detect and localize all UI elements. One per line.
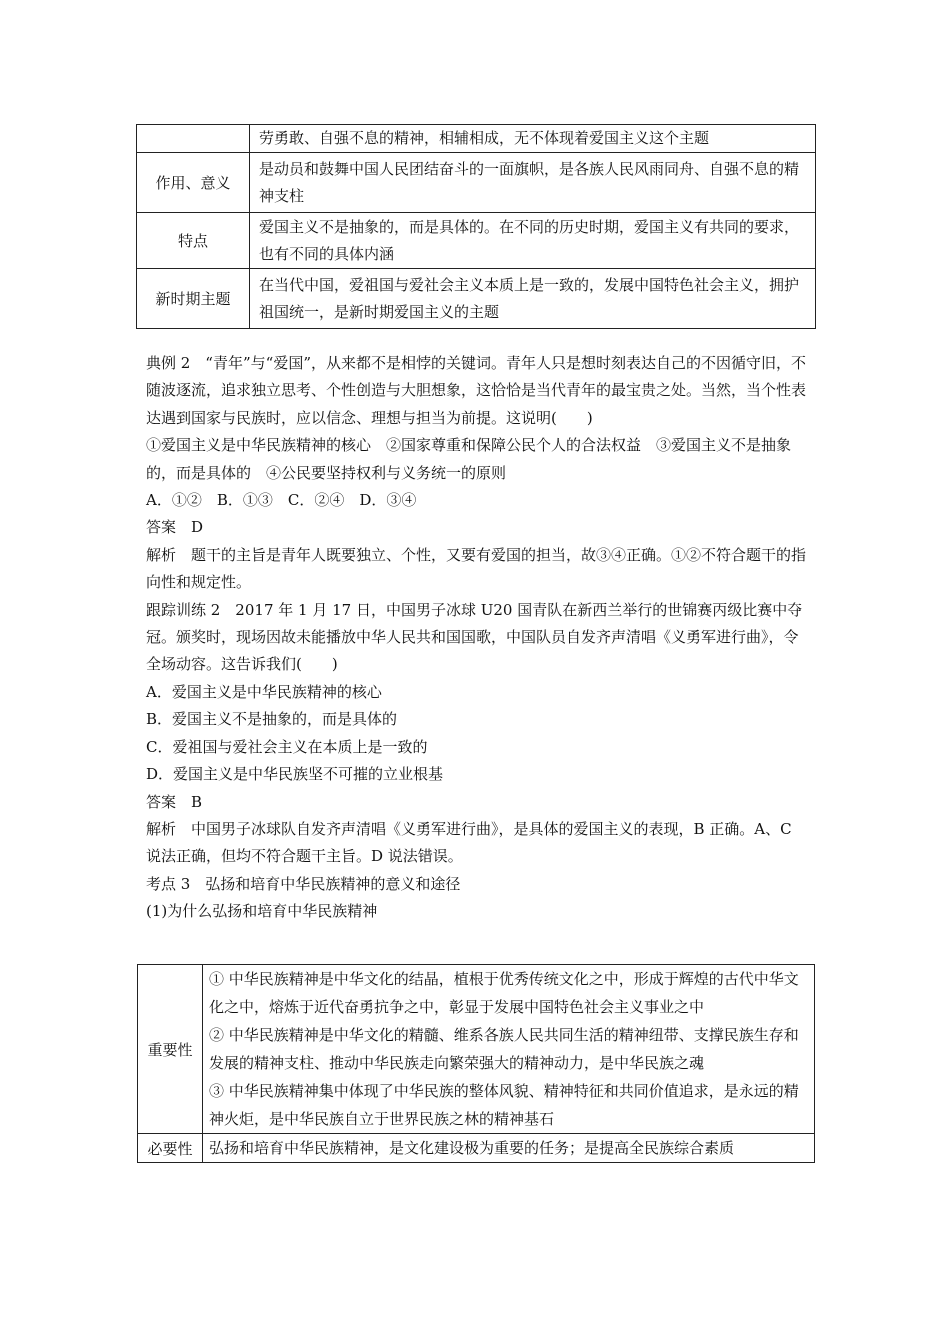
table-value-cell: 在当代中国，爱祖国与爱社会主义本质上是一致的，发展中国特色社会主义，拥护祖国统一，是新时期爱国主义的主题: [250, 269, 816, 329]
patriotism-table: [136, 124, 816, 329]
practice-analysis: 解析 中国男子冰球队自发齐声清唱《义勇军进行曲》，是具体的爱国主义的表现，B 正确。A、C 说法正确，但均不符合题干主旨。D 说法错误。: [146, 819, 792, 866]
practice-stem: 跟踪训练 2 2017 年 1 月 17 日，中国男子冰球 U20 国青队在新西兰举行的世锦赛丙级比赛中夺冠。颁奖时，现场因故未能播放中华人民共和国国歌，中国队员自发齐声清唱《义勇军进行曲》，令全场动容。这告诉我们( ): [146, 600, 803, 674]
table-key-cell: 必要性: [138, 1134, 203, 1163]
table-value-cell: [203, 965, 815, 1134]
table-row: [137, 153, 816, 213]
importance-item: ② 中华民族精神是中华文化的精髓、维系各族人民共同生活的精神纽带、支撑民族生存和发展的精神支柱、推动中华民族走向繁荣强大的精神动力，是中华民族之魂: [209, 1026, 799, 1072]
table-row: [137, 125, 816, 153]
table-value-cell: 是动员和鼓舞中国人民团结奋斗的一面旗帜，是各族人民风雨同舟、自强不息的精神支柱: [250, 153, 816, 213]
importance-item: ③ 中华民族精神集中体现了中华民族的整体风貌、精神特征和共同价值追求，是永远的精神火炬，是中华民族自立于世界民族之林的精神基石: [209, 1082, 799, 1128]
table-row: [138, 1134, 815, 1163]
table-key-cell: 新时期主题: [137, 269, 250, 329]
example-analysis: 解析 题干的主旨是青年人既要独立、个性，又要有爱国的担当，故③④正确。①②不符合题干的指向性和规定性。: [146, 545, 807, 592]
practice-choice-b: B．爱国主义不是抽象的，而是具体的: [146, 710, 398, 729]
table-key-cell: [137, 125, 250, 153]
section-subtitle: (1)为什么弘扬和培育中华民族精神: [146, 902, 378, 921]
example-answer: 答案 D: [146, 518, 204, 537]
importance-item: ① 中华民族精神是中华文化的结晶，植根于优秀传统文化之中，形成于辉煌的古代中华文化之中，熔炼于近代奋勇抗争之中，彰显于发展中国特色社会主义事业之中: [209, 970, 799, 1016]
practice-answer: 答案 B: [146, 792, 203, 811]
table-value-cell: 劳勇敢、自强不息的精神，相辅相成，无不体现着爱国主义这个主题: [250, 125, 816, 153]
national-spirit-table: [137, 964, 815, 1163]
example-choices: A．①② B．①③ C．②④ D．③④: [146, 491, 417, 510]
practice-choice-c: C．爱祖国与爱社会主义在本质上是一致的: [146, 737, 428, 756]
table-row: [137, 213, 816, 269]
table-key-cell: 特点: [137, 213, 250, 269]
example-options: ①爱国主义是中华民族精神的核心 ②国家尊重和保障公民个人的合法权益 ③爱国主义不是抽象的，而是具体的 ④公民要坚持权利与义务统一的原则: [146, 436, 792, 482]
table-row: [137, 269, 816, 329]
example-stem: 典例 2 “青年”与“爱国”，从来都不是相悖的关键词。青年人只是想时刻表达自己的不因循守旧，不随波逐流，追求独立思考、个性创造与大胆想象，这恰恰是当代青年的最宝贵之处。当然，当个性表达遇到国家与民族时，应以信念、理想与担当为前提。这说明( ): [146, 354, 807, 427]
table-key-cell: 作用、意义: [137, 153, 250, 213]
table-key-cell: 重要性: [138, 965, 203, 1134]
table-value-cell: 爱国主义不是抽象的，而是具体的。在不同的历史时期，爱国主义有共同的要求，也有不同的具体内涵: [250, 213, 816, 269]
practice-choice-d: D．爱国主义是中华民族坚不可摧的立业根基: [146, 765, 444, 784]
table-value-cell: 弘扬和培育中华民族精神，是文化建设极为重要的任务；是提高全民族综合素质: [203, 1134, 815, 1163]
practice-choice-a: A．爱国主义是中华民族精神的核心: [146, 682, 382, 701]
section-title: 考点 3 弘扬和培育中华民族精神的意义和途径: [146, 874, 461, 893]
table-row: [138, 965, 815, 1134]
document-body: [146, 350, 810, 926]
